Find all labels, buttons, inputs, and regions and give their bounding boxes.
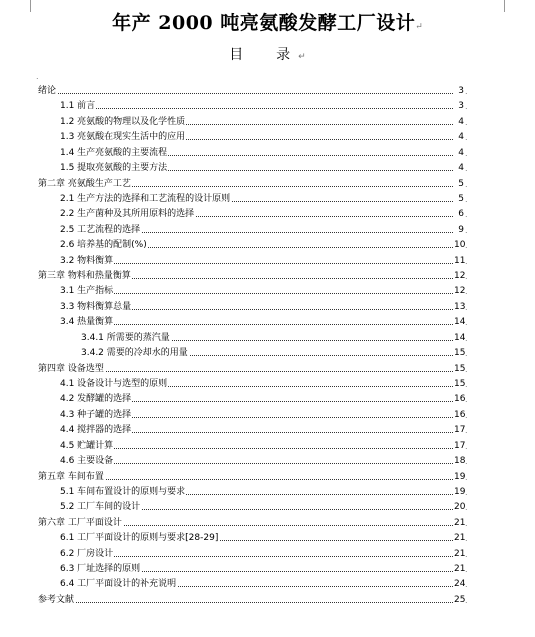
toc-entry[interactable] (0, 516, 535, 531)
toc-entry-page: 15 (454, 377, 464, 392)
paragraph-mark: . (465, 287, 468, 297)
toc-entry-label: 第二章 亮氨酸生产工艺 (38, 177, 132, 192)
toc-entry[interactable] (0, 577, 535, 592)
toc-entry[interactable] (0, 454, 535, 469)
toc-entry-page: 5 (454, 177, 464, 192)
toc-entry-label: 4.1 设备设计与选型的原则 (60, 377, 168, 392)
toc-entry-label: 参考文献 (38, 593, 75, 608)
paragraph-mark: . (465, 87, 468, 96)
toc-dot-leader (60, 324, 453, 325)
paragraph-mark: . (465, 272, 468, 282)
toc-entry-page: 21 (454, 531, 464, 546)
toc-entry-page: 14 (454, 331, 464, 346)
toc-entry[interactable] (0, 238, 535, 253)
toc-entry[interactable] (0, 99, 535, 114)
paragraph-mark: . (465, 302, 468, 312)
toc-entry-label: 3.2 物料衡算 (60, 254, 114, 269)
paragraph-mark: ↵ (298, 52, 306, 62)
toc-entry[interactable] (0, 300, 535, 315)
toc-entry-label: 3.4.1 所需要的蒸汽量 (81, 331, 171, 346)
paragraph-mark: . (465, 117, 468, 127)
toc-entry-page: 6 (454, 207, 464, 222)
paragraph-mark: . (465, 410, 468, 420)
toc-heading-text: 目 录 (229, 47, 299, 63)
toc-entry-label: 第六章 工厂平面设计 (38, 516, 123, 531)
toc-entry[interactable] (0, 146, 535, 161)
toc-entry-label: 1.5 提取亮氨酸的主要方法 (60, 161, 168, 176)
document-title (0, 8, 535, 35)
paragraph-mark: . (465, 441, 468, 451)
toc-entry[interactable] (0, 192, 535, 207)
toc-entry-page: 4 (454, 146, 464, 161)
paragraph-mark: . (465, 164, 468, 174)
toc-entry-page: 3 (454, 99, 464, 114)
toc-entry-page: 21 (454, 547, 464, 562)
toc-entry-label: 2.5 工艺流程的选择 (60, 223, 141, 238)
toc-heading (0, 44, 535, 64)
toc-entry-label: 5.2 工厂车间的设计 (60, 500, 141, 515)
paragraph-mark: . (465, 580, 468, 590)
document-title-text: 年产 2000 吨亮氨酸发酵工厂设计 (112, 12, 416, 34)
toc-entry[interactable] (0, 500, 535, 515)
paragraph-mark: . (465, 503, 468, 513)
toc-dot-leader (60, 263, 453, 264)
toc-entry-page: 15 (454, 346, 464, 361)
toc-entry[interactable] (0, 115, 535, 130)
toc-entry-label: 1.2 亮氨酸的物理以及化学性质 (60, 115, 186, 130)
paragraph-mark: . (465, 379, 468, 389)
toc-entry-page: 12 (454, 284, 464, 299)
toc-entry-page: 17 (454, 423, 464, 438)
toc-entry-page: 4 (454, 130, 464, 145)
toc-entry[interactable] (0, 547, 535, 562)
toc-entry-label: 3.4.2 需要的冷却水的用量 (81, 346, 189, 361)
toc-entry-page: 24 (454, 577, 464, 592)
toc-entry-page: 3 (454, 84, 464, 99)
toc-entry-label: 6.1 工厂平面设计的原则与要求[28-29] (60, 531, 219, 546)
paragraph-mark: . (465, 256, 468, 266)
toc-entry-label: 4.4 搅拌器的选择 (60, 423, 132, 438)
paragraph-mark: . (465, 457, 468, 467)
paragraph-mark: . (465, 534, 468, 544)
toc-dot-leader (38, 93, 453, 94)
toc-entry[interactable] (0, 161, 535, 176)
toc-entry-page: 9 (454, 223, 464, 238)
toc-dot-leader (38, 602, 453, 603)
toc-entry[interactable] (0, 331, 535, 346)
toc-entry-page: 19 (454, 485, 464, 500)
toc-entry-page: 16 (454, 408, 464, 423)
toc-entry-page: 21 (454, 516, 464, 531)
toc-entry-label: 6.4 工厂平面设计的补充说明 (60, 577, 177, 592)
toc-entry-label: 3.4 热量衡算 (60, 315, 114, 330)
toc-entry[interactable] (0, 423, 535, 438)
paragraph-mark: . (465, 210, 468, 220)
toc-entry-label: 4.6 主要设备 (60, 454, 114, 469)
toc-entry-label: 4.2 发酵罐的选择 (60, 392, 132, 407)
toc-entry-page: 4 (454, 115, 464, 130)
toc-entry-label: 第四章 设备选型 (38, 362, 105, 377)
toc-entry-page: 14 (454, 315, 464, 330)
toc-entry-page: 17 (454, 439, 464, 454)
toc-dot-leader (60, 556, 453, 557)
toc-entry-label: 3.1 生产指标 (60, 284, 114, 299)
toc-entry[interactable] (0, 207, 535, 222)
toc-entry[interactable] (0, 130, 535, 145)
toc-entry[interactable] (0, 392, 535, 407)
toc-dot-leader (60, 463, 453, 464)
toc-entry[interactable] (0, 284, 535, 299)
toc-entry-label: 2.1 生产方法的选择和工艺流程的设计原则 (60, 192, 231, 207)
toc-entry-page: 11 (454, 254, 464, 269)
toc-entry-label: 5.1 车间布置设计的原则与要求 (60, 485, 186, 500)
paragraph-mark: . (465, 225, 468, 235)
toc-entry[interactable] (0, 315, 535, 330)
toc-entry-page: 12 (454, 269, 464, 284)
paragraph-mark: . (465, 333, 468, 343)
toc-entry-page: 10 (454, 238, 464, 253)
toc-entry[interactable] (0, 470, 535, 485)
toc-dot-leader (60, 448, 453, 449)
toc-entry-label: 1.1 前言 (60, 99, 96, 114)
toc-entry[interactable] (0, 377, 535, 392)
toc-entry-label: 4.5 贮罐计算 (60, 439, 114, 454)
paragraph-mark: . (465, 426, 468, 436)
paragraph-mark: . (465, 241, 468, 251)
paragraph-mark: . (465, 148, 468, 158)
toc-entry-page: 21 (454, 562, 464, 577)
toc-entry-label: 3.3 物料衡算总量 (60, 300, 132, 315)
toc-entry-label: 4.3 种子罐的选择 (60, 408, 132, 423)
toc-entry[interactable] (0, 84, 535, 99)
toc-entry-page: 18 (454, 454, 464, 469)
toc-entry[interactable] (0, 346, 535, 361)
toc-entry-page: 15 (454, 362, 464, 377)
paragraph-mark: . (465, 102, 468, 112)
toc-entry-page: 5 (454, 192, 464, 207)
toc-entry-page: 16 (454, 392, 464, 407)
paragraph-mark: . (465, 565, 468, 575)
toc-entry[interactable] (0, 593, 535, 608)
toc-entry[interactable] (0, 531, 535, 546)
toc-entry-page: 20 (454, 500, 464, 515)
paragraph-mark: . (465, 133, 468, 143)
toc-entry-label: 2.6 培养基的配制(%) (60, 238, 148, 253)
toc-entry[interactable] (0, 254, 535, 269)
toc-entry-page: 4 (454, 161, 464, 176)
paragraph-mark: . (465, 364, 468, 374)
toc-entry-label: 第五章 车间布置 (38, 470, 105, 485)
toc-entry[interactable] (0, 485, 535, 500)
toc-entry-label: 第三章 物料和热量衡算 (38, 269, 132, 284)
toc-entry[interactable] (0, 562, 535, 577)
paragraph-mark: . (465, 349, 468, 359)
toc-dot-leader (60, 108, 453, 109)
paragraph-mark: . (465, 595, 468, 605)
toc-entry-page: 25 (454, 593, 464, 608)
paragraph-mark: . (465, 472, 468, 482)
toc-entry-label: 6.3 厂址选择的原则 (60, 562, 141, 577)
paragraph-mark: . (465, 318, 468, 328)
toc-entry-label: 2.2 生产菌种及其所用原料的选择 (60, 207, 195, 222)
toc-entry-label: 绪论 (38, 84, 57, 99)
toc-entry[interactable] (0, 269, 535, 284)
toc-entry-page: 13 (454, 300, 464, 315)
toc-entry[interactable] (0, 408, 535, 423)
toc-entry[interactable] (0, 223, 535, 238)
paragraph-mark: ↵ (415, 22, 423, 32)
toc-entry-label: 6.2 厂房设计 (60, 547, 114, 562)
toc-entry-page: 19 (454, 470, 464, 485)
paragraph-mark: . (465, 395, 468, 405)
paragraph-mark: . (465, 194, 468, 204)
toc-entry[interactable] (0, 362, 535, 377)
toc-entry-label: 1.4 生产亮氨酸的主要流程 (60, 146, 168, 161)
toc-entry[interactable] (0, 439, 535, 454)
paragraph-mark: . (465, 487, 468, 497)
toc-dot-leader (60, 293, 453, 294)
paragraph-mark: . (465, 179, 468, 189)
paragraph-mark: . (465, 549, 468, 559)
paragraph-mark: . (465, 518, 468, 528)
toc-entry[interactable] (0, 177, 535, 192)
stray-mark: . (36, 72, 39, 81)
toc-entry-label: 1.3 亮氨酸在现实生活中的应用 (60, 130, 186, 145)
